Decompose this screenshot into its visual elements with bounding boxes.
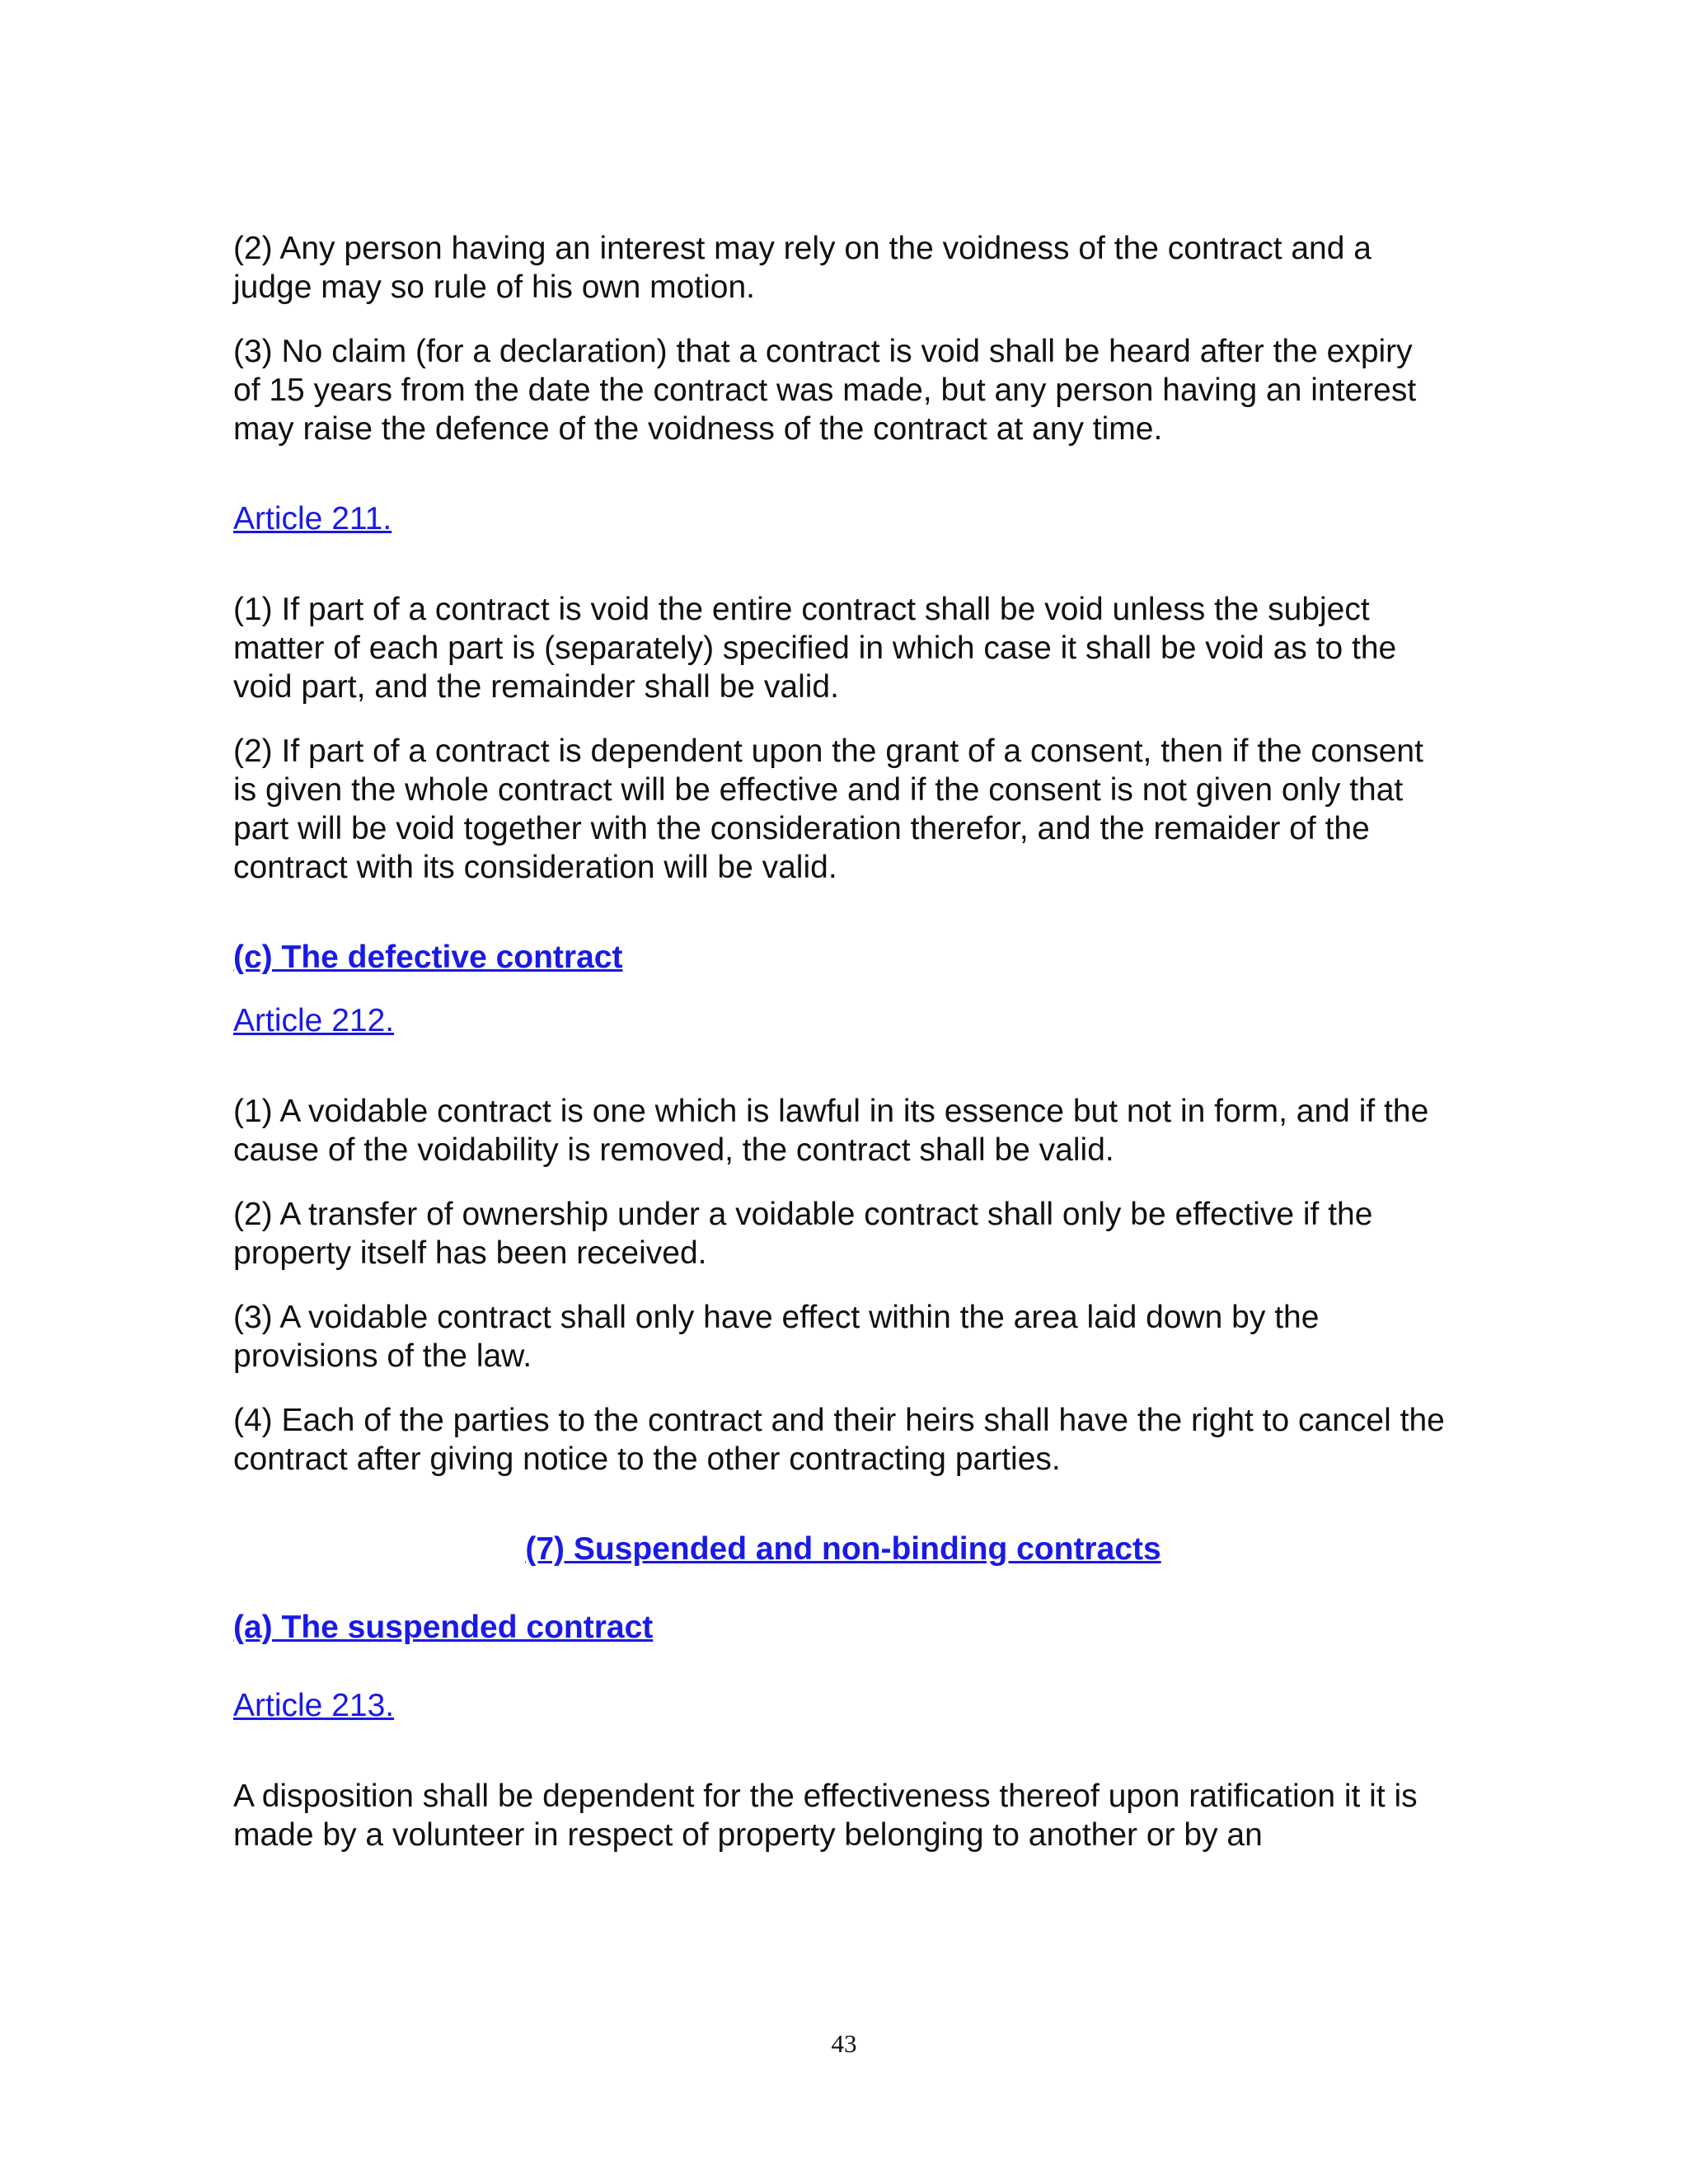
article-212-link[interactable]: Article 212.	[233, 1003, 395, 1038]
paragraph: (2) If part of a contract is dependent upon the grant of a consent, then if the consent is given the whole contract will be effective and if the consent is not given only that part will be void together with the consideration therefor, and the remaider of the contract with its consideration will be valid.	[233, 733, 1423, 885]
section-heading-defective-contract[interactable]: (c) The defective contract	[233, 940, 623, 975]
paragraph: (2) A transfer of ownership under a voidable contract shall only be effective if the property itself has been received.	[233, 1197, 1373, 1271]
paragraph: A disposition shall be dependent for the effectiveness thereof upon ratification it it is made by a volunteer in respect of property belonging to another or by an	[233, 1779, 1418, 1853]
article-213-link[interactable]: Article 213.	[233, 1688, 395, 1723]
paragraph: (1) A voidable contract is one which is lawful in its essence but not in form, and if the cause of the voidability is removed, the contract shall be valid.	[233, 1094, 1429, 1168]
page-body	[233, 229, 1470, 1880]
paragraph: (1) If part of a contract is void the entire contract shall be void unless the subject matter of each part is (separately) specified in which case it shall be void as to the void part, and the remainder shall be valid.	[233, 592, 1397, 705]
section-heading-suspended-non-binding[interactable]: (7) Suspended and non-binding contracts	[525, 1531, 1161, 1567]
article-211-link[interactable]: Article 211.	[233, 501, 392, 537]
section-heading-suspended-contract[interactable]: (a) The suspended contract	[233, 1610, 654, 1645]
page-number: 43	[831, 2029, 857, 2058]
paragraph: (3) No claim (for a declaration) that a contract is void shall be heard after the expiry of 15 years from the date the contract was made, but any person having an interest may raise the defence of the voidness of the contract at any time.	[233, 334, 1417, 447]
section-heading-wrapper	[233, 1530, 1453, 1608]
paragraph: (2) Any person having an interest may rely on the voidness of the contract and a judge may so rule of his own motion.	[233, 231, 1372, 305]
paragraph: (4) Each of the parties to the contract and their heirs shall have the right to cancel the contract after giving notice to the other contracting parties.	[233, 1403, 1445, 1477]
paragraph: (3) A voidable contract shall only have effect within the area laid down by the provisions of the law.	[233, 1300, 1320, 1374]
